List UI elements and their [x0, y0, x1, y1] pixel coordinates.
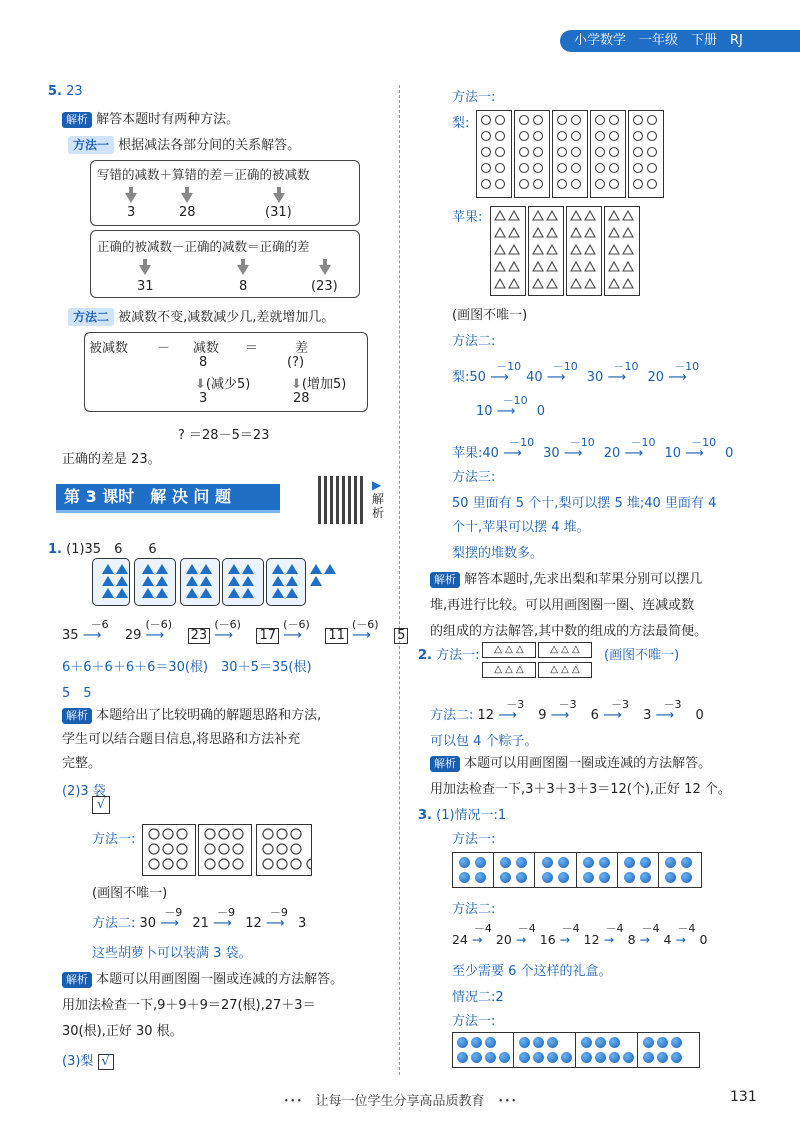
- r-method-3: 方法三:: [452, 470, 496, 485]
- arrow-down-icon: [181, 193, 193, 203]
- box3-cell: ⬇(减少5): [195, 377, 251, 392]
- qr-label: ▶解析: [372, 478, 385, 520]
- pear-label: 梨:: [452, 116, 470, 131]
- r-q3-method-1: 方法一:: [452, 832, 496, 847]
- check-icon: √: [92, 796, 110, 814]
- r-note: (画图不唯一): [452, 308, 528, 323]
- relation-box-2: [90, 230, 360, 298]
- ball-boxes-2: [452, 1032, 700, 1068]
- r-analysis: 解析 解答本题时,先求出梨和苹果分别可以摆几: [430, 568, 702, 588]
- ball-boxes: [452, 852, 702, 888]
- box3-cell: ⬇(增加5): [291, 377, 347, 392]
- r-q3-chain: 24 －4 → 20 －4 → 16 －4 → 12 －4 → 8 －4 → 4 －4 → 0: [452, 922, 708, 947]
- r-q2-answer: 可以包 4 个粽子。: [430, 734, 538, 749]
- q2-analysis-3: 30(根),正好 30 根。: [62, 1024, 183, 1039]
- q1-55: 5 5: [62, 686, 92, 701]
- q2-answer: (2)3 袋: [62, 784, 106, 799]
- section-title: 第 3 课时 解 决 问 题: [56, 484, 280, 513]
- r-analysis-3: 的组成的方法解答,其中数的组成的方法最简便。: [430, 624, 708, 639]
- r-q2-line: 2. 方法一:: [418, 648, 480, 663]
- zongzi-group: △ △ △: [482, 662, 536, 678]
- box3-cell: 差: [295, 341, 309, 356]
- box3-cell: 28: [293, 391, 310, 406]
- box3-cell: 减数: [193, 341, 220, 356]
- arrow-down-icon: [319, 265, 331, 275]
- q1-analysis: 解析 本题给出了比较明确的解题思路和方法,: [62, 704, 321, 724]
- method1-line: 方法一 根据减法各部分间的关系解答。: [68, 134, 300, 154]
- zongzi-group: △ △ △: [538, 642, 592, 658]
- qr-code[interactable]: [318, 476, 366, 524]
- header: [524, 0, 800, 50]
- box3-cell: (?): [287, 355, 305, 370]
- q1-analysis-3: 完整。: [62, 756, 102, 771]
- q2-conclusion: 这些胡萝卜可以装满 3 袋。: [92, 946, 252, 961]
- box1-val: (31): [265, 205, 292, 220]
- q1-calc: 6＋6＋6＋6＋6＝30(根) 30＋5＝35(根): [62, 660, 312, 675]
- r-q2-analysis: 解析 本题可以用画图圈一圈或连减的方法解答。: [430, 752, 711, 772]
- box3-cell: ＝: [245, 341, 259, 356]
- apple-label: 苹果:: [452, 210, 483, 225]
- r-q2-analysis-2: 用加法检查一下,3＋3＋3＋3＝12(个),正好 12 个。: [430, 782, 731, 797]
- equation: ? ＝28－5＝23: [178, 428, 270, 443]
- drawing-note: (画图不唯一): [92, 886, 168, 901]
- zongzi-group: △ △ △: [538, 662, 592, 678]
- header-label: 小学数学 一年级 下册 RJ: [560, 30, 800, 52]
- box1-val: 28: [179, 205, 196, 220]
- box2-title: 正确的被减数－正确的减数＝正确的差: [97, 239, 310, 254]
- triangles-icon: [92, 558, 352, 606]
- r-q3-case2-method: 方法一:: [452, 1014, 496, 1029]
- arrow-down-icon: [273, 193, 285, 203]
- r-q3-answer: 至少需要 6 个这样的礼盒。: [452, 964, 612, 979]
- zongzi-group: △ △ △: [482, 642, 536, 658]
- r-q3-case2: 情况二:2: [452, 990, 504, 1005]
- r-method-3-text: 个十,苹果可以摆 4 堆。: [452, 520, 590, 535]
- r-method-3-text: 50 里面有 5 个十,梨可以摆 5 堆;40 里面有 4: [452, 496, 717, 511]
- apple-chain: 苹果:40 －10 ⟶ 30 －10 ⟶ 20 －10 ⟶ 10 －10 ⟶ 0: [452, 436, 734, 461]
- footer-slogan: ･･･ 让每一位学生分享高品质教育 ･･･: [282, 1094, 517, 1109]
- q1-line: 1. (1)35 6 6: [48, 542, 157, 557]
- box3-cell: 被减数: [89, 341, 129, 356]
- page-number: 131: [730, 1089, 757, 1105]
- relation-box-1: [90, 160, 360, 226]
- r-q2-chain: 方法二: 12 －3 ⟶ 9 －3 ⟶ 6 －3 ⟶ 3 －3 ⟶ 0: [430, 698, 704, 723]
- box2-val: 8: [239, 279, 248, 294]
- r-method-1: 方法一:: [452, 90, 496, 105]
- box1-val: 3: [127, 205, 136, 220]
- pear-circles-icon: [476, 110, 666, 200]
- column-divider: [399, 85, 400, 1075]
- method-1-label: 方法一:: [92, 832, 136, 847]
- apple-triangles-icon: [490, 206, 642, 296]
- arrow-down-icon: [139, 265, 151, 275]
- r-q3-line: 3. (1)情况一:1: [418, 808, 507, 823]
- method2-line: 方法二 被减数不变,减数减少几,差就增加几。: [68, 306, 334, 326]
- arrow-down-icon: [125, 193, 137, 203]
- q1-analysis-2: 学生可以结合题目信息,将思路和方法补充: [62, 732, 301, 747]
- pear-chain: 梨:50 －10 ⟶ 40 －10 ⟶ 30 －10 ⟶ 20 －10 ⟶: [452, 360, 700, 385]
- box3-cell: 3: [199, 391, 208, 406]
- r-method-3-text: 梨摆的堆数多。: [452, 546, 544, 561]
- q5-line: 5. 23: [48, 84, 83, 99]
- pear-chain-2: 10 －10 ⟶ 0: [476, 394, 545, 419]
- q2-analysis-2: 用加法检查一下,9＋9＋9＝27(根),27＋3＝: [62, 998, 316, 1013]
- box3-cell: －: [157, 341, 171, 356]
- q5-analysis: 解析 解答本题时有两种方法。: [62, 108, 239, 128]
- box1-title: 写错的减数＋算错的差＝正确的被减数: [97, 167, 310, 182]
- r-method-2: 方法二:: [452, 334, 496, 349]
- r-q2-note: (画图不唯一): [604, 648, 680, 663]
- box3-cell: 8: [199, 355, 208, 370]
- relation-box-3: [84, 332, 368, 412]
- arrow-down-icon: [237, 265, 249, 275]
- method-2-chain: 方法二: 30 －9 ⟶ 21 －9 ⟶ 12 －9 ⟶ 3: [92, 906, 307, 931]
- q2-analysis: 解析 本题可以用画图圈一圈或连减的方法解答。: [62, 968, 343, 988]
- subtraction-chain-1: 35 －6 ⟶ 29 (－6) ⟶ 23 (－6) ⟶ 17 (－6) ⟶ 11 (－6) ⟶ 5: [62, 628, 408, 644]
- r-analysis-2: 堆,再进行比较。可以用画图圈一圈、连减或数: [430, 598, 695, 613]
- box2-val: 31: [137, 279, 154, 294]
- q3-line: (3)梨 √: [62, 1050, 114, 1070]
- conclusion: 正确的差是 23。: [62, 452, 161, 467]
- circles-icon: [142, 824, 312, 876]
- r-q3-method-2: 方法二:: [452, 902, 496, 917]
- box2-val: (23): [311, 279, 338, 294]
